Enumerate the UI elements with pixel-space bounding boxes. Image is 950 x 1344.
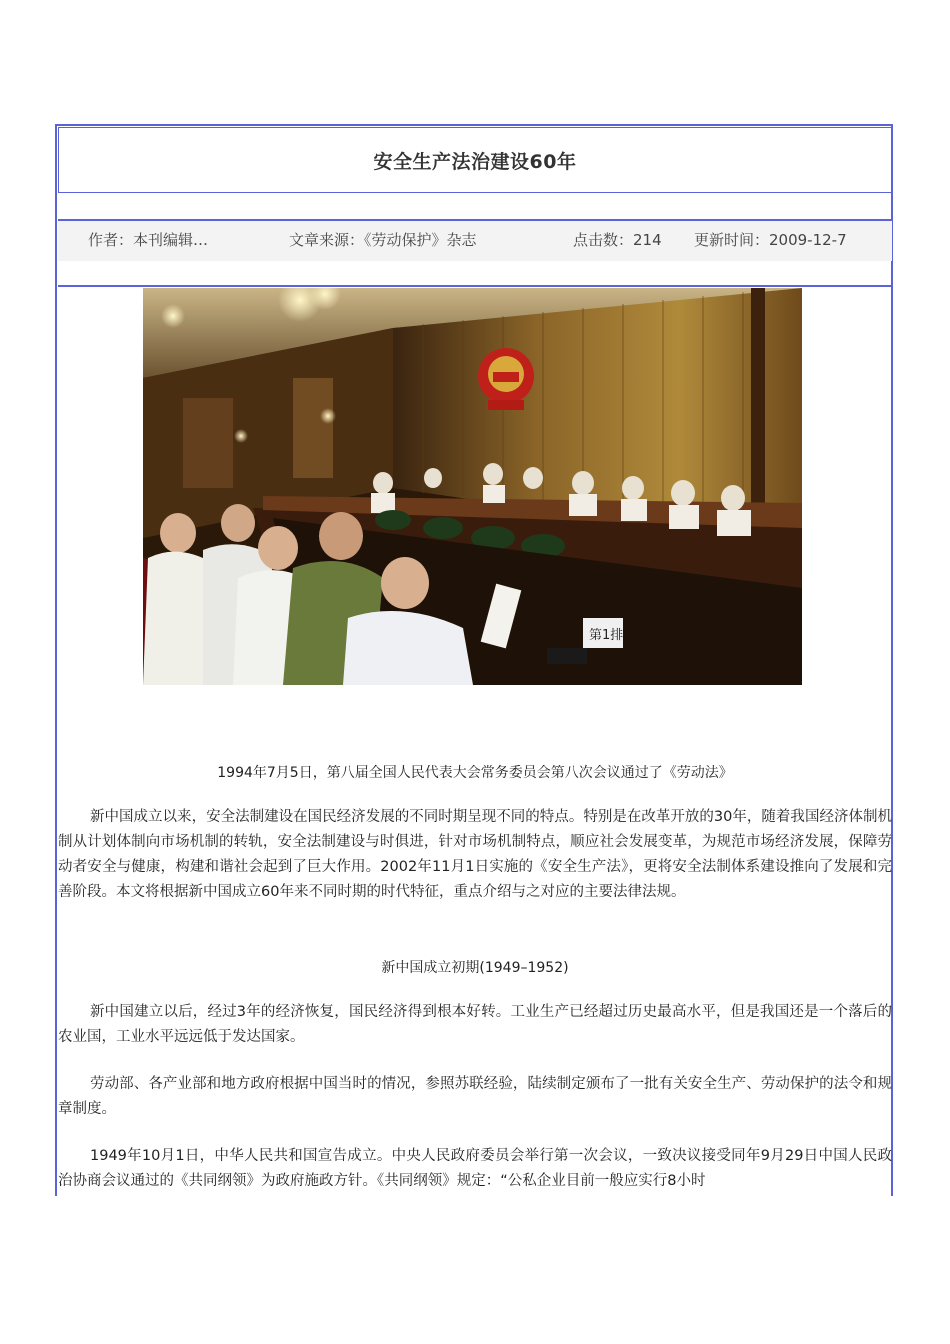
title-box [58, 127, 892, 193]
article-photo [143, 288, 802, 685]
source-label: 文章来源：《劳动保护》杂志 [289, 231, 477, 249]
photo-caption: 1994年7月5日，第八届全国人民代表大会常务委员会第八次会议通过了《劳动法》 [217, 765, 733, 781]
desk-name-card: 第1排 [589, 628, 624, 643]
article-title: 安全生产法治建设60年 [373, 150, 577, 173]
article-meta-bar [58, 221, 892, 261]
hit-count: 点击数：214 [573, 231, 662, 249]
body-paragraph: 新中国建立以后，经过3年的经济恢复，国民经济得到根本好转。工业生产已经超过历史最高水平，但是我国还是一个落后的农业国，工业水平远远低于发达国家。 [58, 1004, 892, 1045]
author-label: 作者：本刊编辑… [88, 231, 209, 249]
intro-paragraph: 新中国成立以来，安全法制建设在国民经济发展的不同时期呈现不同的特点。特别是在改革开放的30年，随着我国经济体制机制从计划体制向市场机制的转轨，安全法制建设与时俱进，针对市场机制特点，顺应社会发展变革，为规范市场经济发展，保障劳动者安全与健康，构建和谐社会起到了巨大作用。2002年11月1日实施的《安全生产法》，更将安全法制体系建设推向了发展和完善阶段。本文将根据新中国成立60年来不同时期的时代特征，重点介绍与之对应的主要法律法规。 [58, 809, 892, 900]
meeting-photo [143, 288, 802, 685]
body-paragraph: 劳动部、各产业部和地方政府根据中国当时的情况，参照苏联经验，陆续制定颁布了一批有关安全生产、劳动保护的法令和规章制度。 [58, 1076, 892, 1117]
section-heading: 新中国成立初期(1949–1952) [381, 960, 569, 976]
body-paragraph: 1949年10月1日，中华人民共和国宣告成立。中央人民政府委员会举行第一次会议，一致决议接受同年9月29日中国人民政治协商会议通过的《共同纲领》为政府施政方针。《共同纲领》规定：“公私企业目前一般应实行8小时 [58, 1148, 892, 1189]
update-time: 更新时间：2009-12-7 [694, 231, 847, 249]
divider [58, 285, 892, 287]
